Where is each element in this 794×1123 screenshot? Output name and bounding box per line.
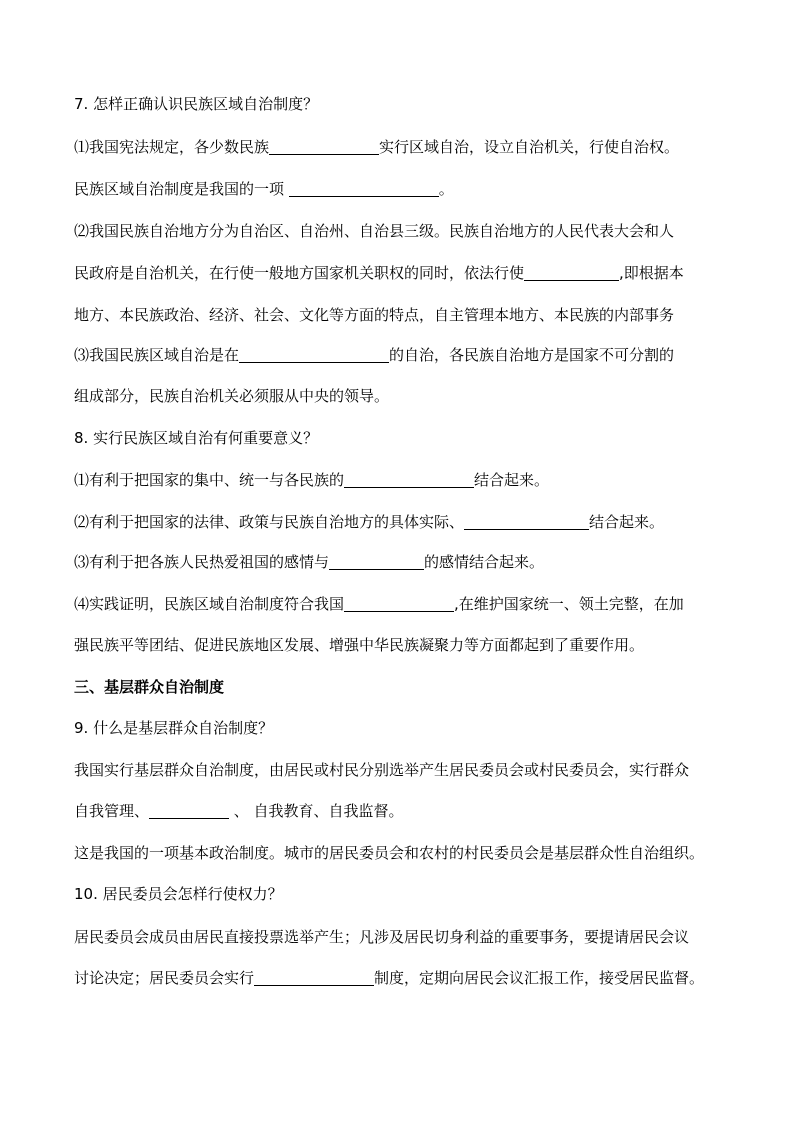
question-10-para-1-cont [74, 968, 734, 988]
section-3-heading: 三、基层群众自治制度 [74, 678, 225, 696]
text: 结合起来。 [589, 513, 665, 531]
question-7-item-2: ⑵我国民族自治地方分为自治区、自治州、自治县三级。民族自治地方的人民代表大会和人 [74, 222, 675, 240]
question-7-item-1-cont [74, 179, 734, 199]
text: 、 自我教育、自我监督。 [229, 802, 404, 820]
question-7-item-3 [74, 345, 734, 365]
question-10-para-1: 居民委员会成员由居民直接投票选举产生；凡涉及居民切身利益的重要事务，要提请居民会议 [74, 928, 690, 946]
text: ⑵有利于把国家的法律、政策与民族自治地方的具体实际、 [74, 513, 465, 531]
text: ⑷实践证明，民族区域自治制度符合我国 [74, 595, 345, 613]
question-7-item-2-cont [74, 263, 734, 283]
text: ⑶有利于把各族人民热爱祖国的感情与 [74, 553, 330, 571]
question-8-item-4 [74, 594, 734, 614]
answer-blank[interactable] [329, 553, 424, 570]
text: ,在维护国家统一、领土完整，在加 [454, 595, 684, 613]
text: 。 [438, 180, 454, 198]
text: ⑴我国宪法规定，各少数民族 [74, 138, 270, 156]
question-10-heading: 10. 居民委员会怎样行使权力？ [74, 885, 283, 903]
answer-blank[interactable] [524, 264, 619, 281]
text: 的自治，各民族自治地方是国家不可分割的 [389, 346, 675, 364]
question-8-item-4-cont: 强民族平等团结、促进民族地区发展、增强中华民族凝聚力等方面都起到了重要作用。 [74, 636, 645, 654]
question-7-item-3-cont: 组成部分，民族自治机关必须服从中央的领导。 [74, 387, 390, 405]
question-8-heading: 8. 实行民族区域自治有何重要意义？ [74, 429, 319, 447]
question-8-item-3 [74, 552, 734, 572]
text: 制度，定期向居民会议汇报工作，接受居民监督。 [374, 969, 705, 987]
question-7-heading: 7. 怎样正确认识民族区域自治制度？ [74, 95, 319, 113]
answer-blank[interactable] [344, 471, 474, 488]
question-8-item-2 [74, 512, 734, 532]
question-9-para-1: 我国实行基层群众自治制度，由居民或村民分别选举产生居民委员会或村民委员会，实行群众 [74, 761, 690, 779]
question-9-heading: 9. 什么是基层群众自治制度？ [74, 719, 274, 737]
answer-blank[interactable] [254, 969, 374, 986]
answer-blank[interactable] [269, 138, 379, 155]
question-9-para-1-cont [74, 801, 734, 821]
text: 自我管理、 [74, 802, 150, 820]
text: ⑶我国民族区域自治是在 [74, 346, 240, 364]
question-8-item-1 [74, 470, 734, 490]
text: ⑴有利于把国家的集中、统一与各民族的 [74, 471, 345, 489]
answer-blank[interactable] [289, 180, 439, 197]
answer-blank[interactable] [149, 802, 229, 819]
answer-blank[interactable] [239, 346, 389, 363]
question-7-item-1 [74, 137, 734, 157]
question-7-item-2-cont2: 地方、本民族政治、经济、社会、文化等方面的特点，自主管理本地方、本民族的内部事务 [74, 306, 675, 324]
text: 的感情结合起来。 [424, 553, 545, 571]
text: ,即根据本 [619, 264, 684, 282]
text: 实行区域自治，设立自治机关，行使自治权。 [379, 138, 680, 156]
text: 民政府是自治机关，在行使一般地方国家机关职权的同时，依法行使 [74, 264, 525, 282]
answer-blank[interactable] [464, 513, 589, 530]
text: 民族区域自治制度是我国的一项 [74, 180, 289, 198]
question-9-para-2: 这是我国的一项基本政治制度。城市的居民委员会和农村的村民委员会是基层群众性自治组织。 [74, 844, 705, 862]
text: 结合起来。 [474, 471, 550, 489]
text: 讨论决定；居民委员会实行 [74, 969, 255, 987]
answer-blank[interactable] [344, 595, 454, 612]
